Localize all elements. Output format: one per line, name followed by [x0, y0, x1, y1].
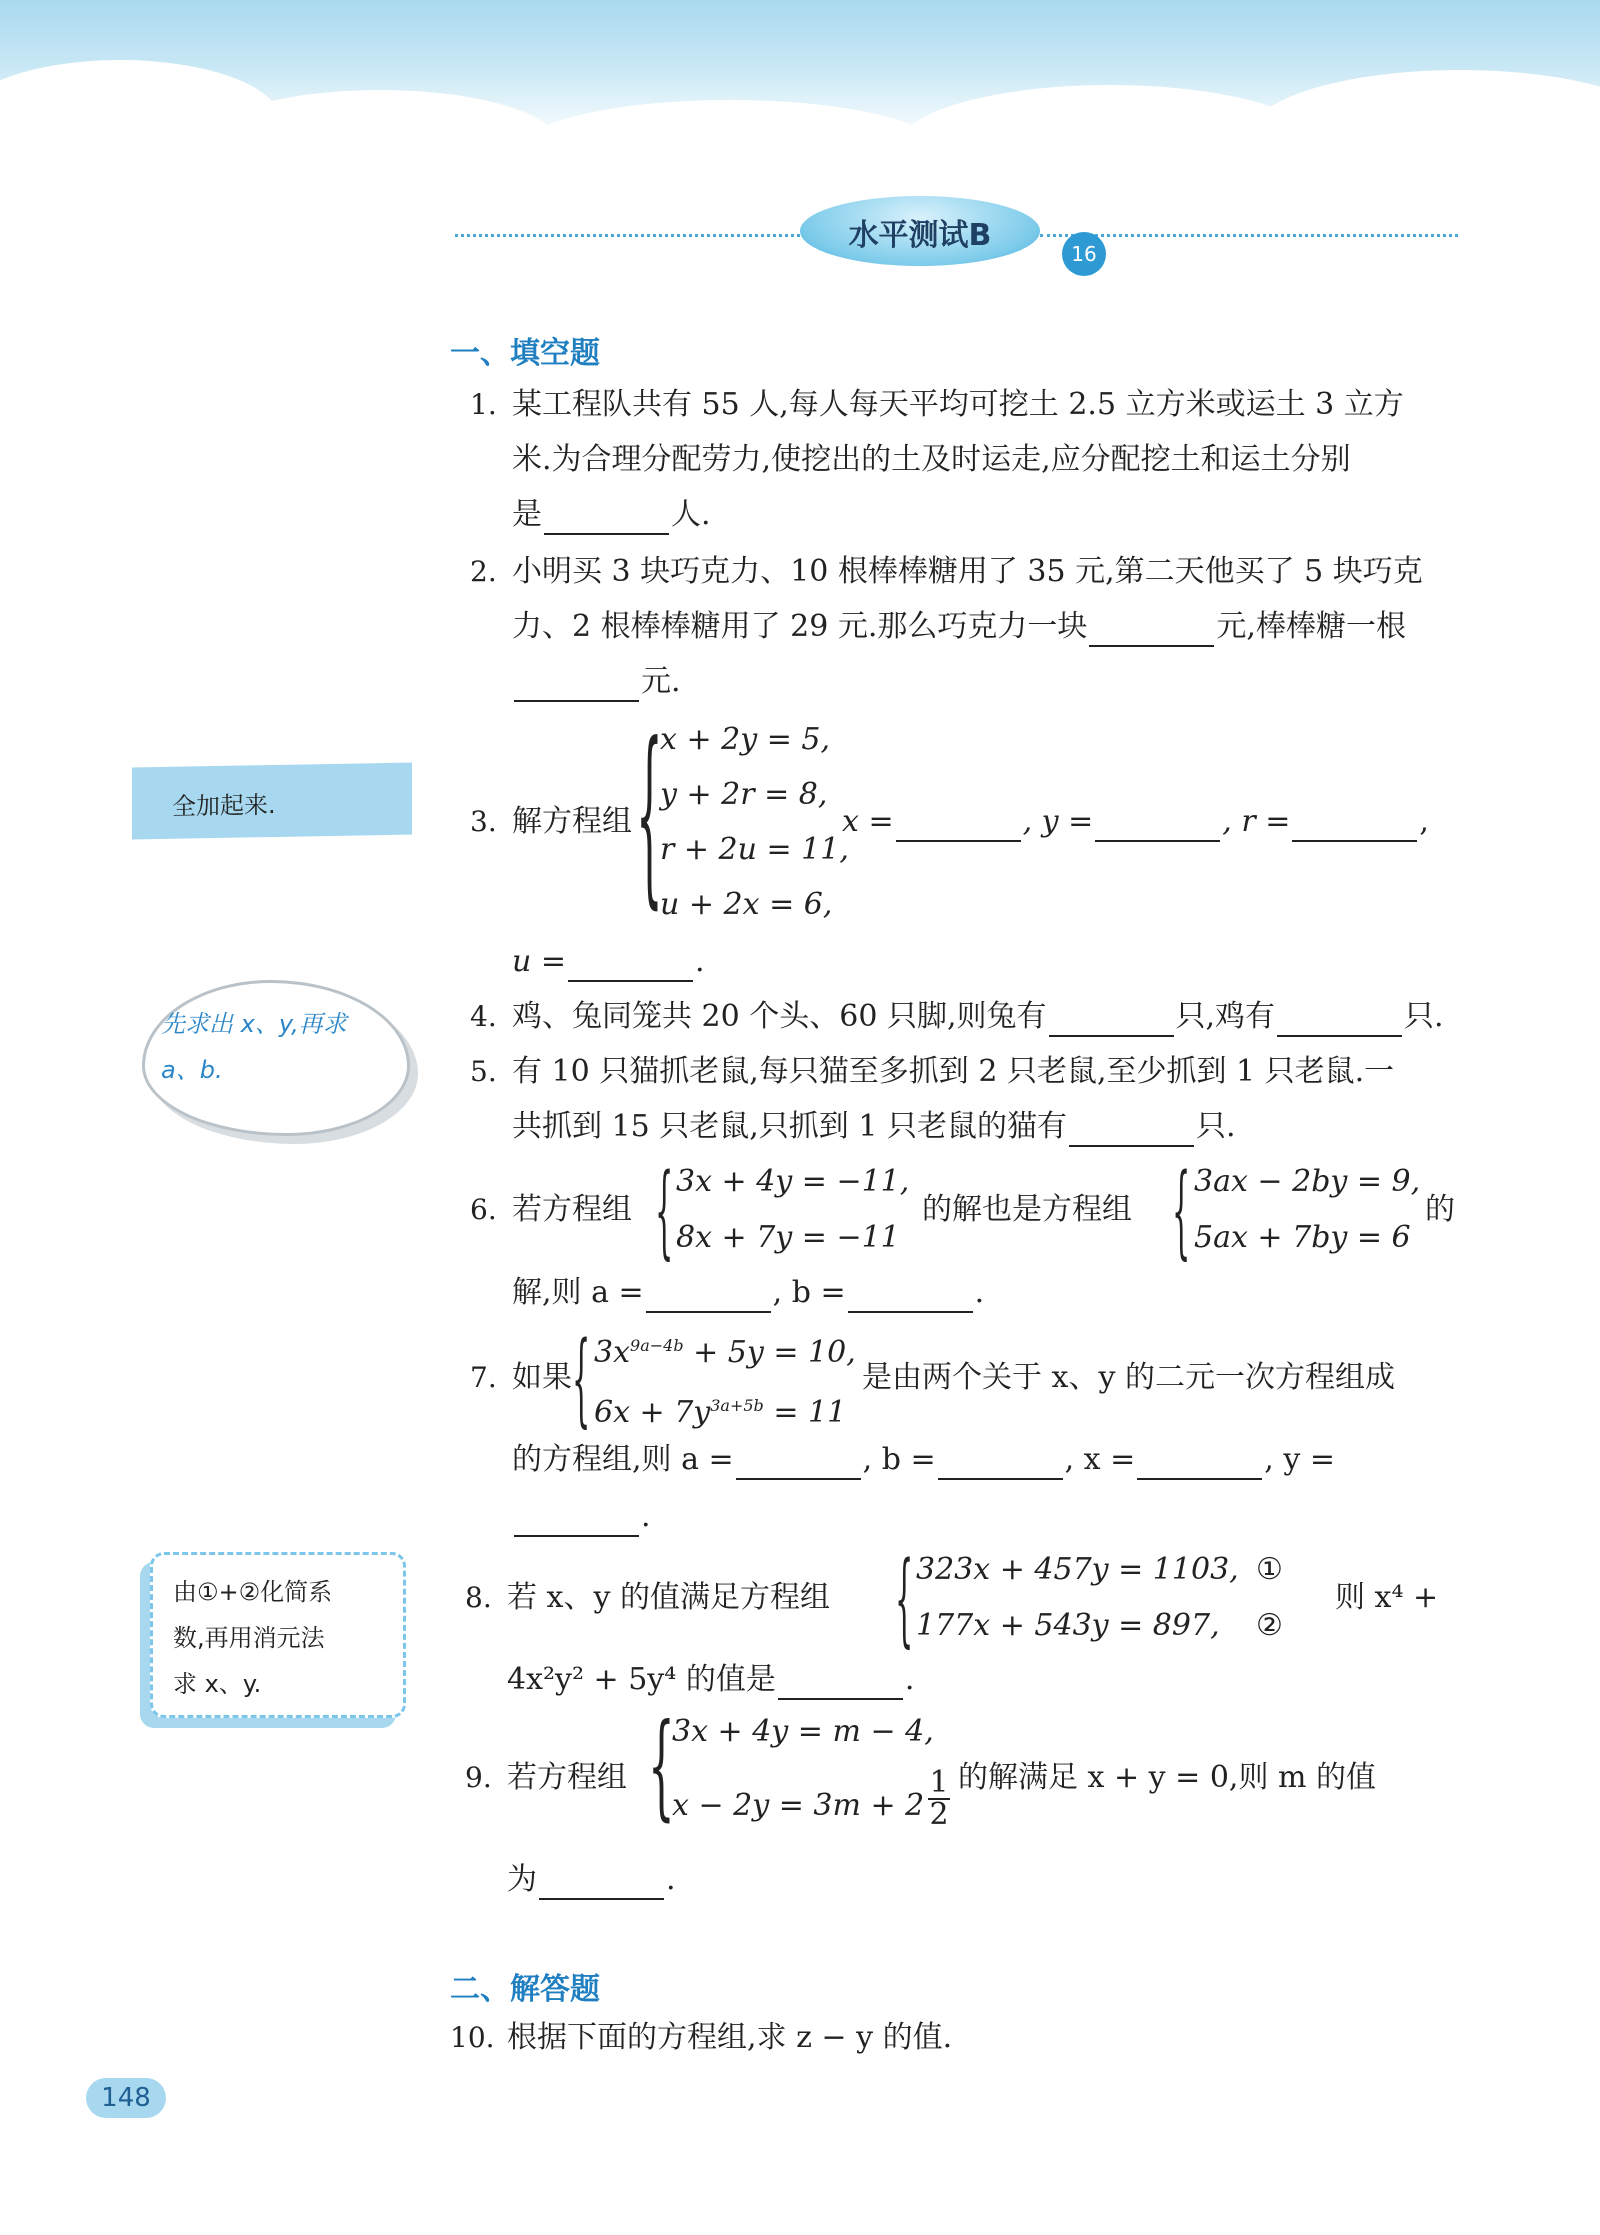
question-number: 1.	[470, 388, 497, 421]
answer-blank[interactable]	[736, 1448, 861, 1480]
cloud-shape	[520, 100, 940, 200]
q3-lead: 解方程组	[512, 804, 632, 839]
q1-line-2: 米.为合理分配劳力,使挖出的土及时运走,应分配挖土和运土分别	[512, 442, 1351, 477]
cloud-shape	[200, 90, 560, 200]
answer-blank[interactable]	[938, 1448, 1063, 1480]
q9-frac-den: 2	[929, 1797, 949, 1832]
cloud-shape	[1250, 70, 1600, 200]
q2-text: 元.	[641, 664, 681, 699]
q7-text: .	[641, 1499, 651, 1534]
q9-eq-2: x − 2y = 3m + 2	[672, 1788, 925, 1823]
q7-lead: 如果	[512, 1360, 572, 1395]
q8-eq-1: 323x + 457y = 1103,	[916, 1552, 1239, 1587]
note-add-all: 全加起来.	[172, 790, 276, 821]
header-dotted-line-right	[1040, 234, 1458, 237]
q3-dot: .	[695, 944, 705, 979]
brace-icon: {	[636, 704, 663, 927]
answer-blank[interactable]	[1277, 1005, 1402, 1037]
answer-blank[interactable]	[1292, 810, 1417, 842]
q5-text: 只.	[1195, 1109, 1236, 1144]
q3-eq-2: y + 2r = 8,	[660, 777, 828, 812]
answer-blank[interactable]	[568, 950, 693, 982]
q7-eq-1	[594, 1326, 856, 1373]
section-heading-answer: 二、解答题	[450, 1972, 600, 2007]
brace-icon: {	[572, 1319, 591, 1438]
question-number: 5.	[470, 1055, 497, 1088]
q7-line-2	[512, 1440, 1335, 1480]
question-number: 4.	[470, 1000, 497, 1033]
q3-end: ,	[1419, 804, 1429, 839]
page-number: 148	[86, 2078, 166, 2118]
note-line: a、b.	[161, 1056, 223, 1084]
q3-y-label: , y =	[1022, 804, 1094, 839]
answer-blank[interactable]	[1137, 1448, 1262, 1480]
question-number: 10.	[450, 2021, 495, 2054]
note-line: 数,再用消元法	[173, 1624, 325, 1652]
q8-tail: 则 x⁴ +	[1335, 1580, 1439, 1615]
q8-mark-1: ①	[1256, 1552, 1283, 1587]
q6-tail: 的	[1425, 1192, 1455, 1227]
section-title: 水平测试B	[848, 218, 992, 253]
question-number: 2.	[470, 555, 497, 588]
brace-icon: {	[655, 1151, 674, 1270]
q8-text: 4x²y² + 5y⁴ 的值是	[507, 1662, 776, 1697]
q7-line-3	[512, 1497, 651, 1537]
q7-text: , x =	[1064, 1442, 1136, 1477]
header-dotted-line-left	[455, 234, 800, 237]
q1-line-3	[512, 495, 711, 535]
section-heading-fill-in: 一、填空题	[450, 336, 600, 371]
q6-text: , b =	[772, 1275, 846, 1310]
q9-eq-1: 3x + 4y = m − 4,	[672, 1714, 934, 1749]
q4-text: 只.	[1404, 999, 1444, 1034]
q7-text: , b =	[862, 1442, 936, 1477]
q2-line-3	[512, 662, 681, 702]
q8-line-2	[507, 1660, 914, 1700]
q7-text: , y =	[1264, 1442, 1335, 1477]
q9-lead: 若方程组	[507, 1760, 627, 1795]
q8-lead: 若 x、y 的值满足方程组	[507, 1580, 830, 1615]
q7-eq1-base: 3x	[594, 1335, 631, 1370]
q3-eq-4: u + 2x = 6,	[660, 887, 833, 922]
answer-blank[interactable]	[778, 1668, 903, 1700]
note-line: 求 x、y.	[173, 1670, 262, 1698]
q9-frac-num: 1	[929, 1765, 949, 1800]
q4-text: 只,鸡有	[1175, 999, 1276, 1034]
q8-mark-2: ②	[1256, 1608, 1283, 1643]
brace-icon: {	[1172, 1151, 1191, 1270]
answer-blank[interactable]	[514, 1505, 639, 1537]
side-note-cloud	[142, 980, 410, 1136]
brace-icon: {	[895, 1539, 914, 1658]
q8-eq-2: 177x + 543y = 897,	[916, 1608, 1220, 1643]
q2-text: 力、2 根棒棒糖用了 29 元.那么巧克力一块	[512, 609, 1088, 644]
q9-text: .	[666, 1862, 676, 1897]
question-number: 6.	[470, 1193, 497, 1226]
note-solve-first	[161, 1001, 347, 1093]
q3-u-line	[512, 942, 705, 982]
answer-blank[interactable]	[1069, 1115, 1194, 1147]
q6-mid: 的解也是方程组	[922, 1192, 1132, 1227]
q7-eq2-exp: 3a+5b	[710, 1396, 764, 1415]
q7-eq1-rest: + 5y = 10,	[683, 1335, 856, 1370]
q5-text: 共抓到 15 只老鼠,只抓到 1 只老鼠的猫有	[512, 1109, 1067, 1144]
question-number: 3.	[470, 805, 497, 838]
q6-eq-1: 3x + 4y = −11,	[676, 1164, 910, 1199]
q1-text: 是	[512, 497, 542, 532]
q4-text: 鸡、兔同笼共 20 个头、60 只脚,则兔有	[512, 999, 1047, 1034]
answer-blank[interactable]	[544, 503, 669, 535]
q2-text: 元,棒棒糖一根	[1216, 609, 1406, 644]
q7-eq2-rest: = 11	[763, 1395, 847, 1430]
unit-number-badge: 16	[1062, 232, 1106, 276]
side-note-tag	[132, 763, 412, 840]
note-line: 由①+②化简系	[173, 1578, 333, 1606]
q9-fraction	[928, 1765, 950, 1832]
q6-eq-2: 8x + 7y = −11	[676, 1220, 900, 1255]
q6-text: 解,则 a =	[512, 1275, 644, 1310]
note-simplify	[173, 1569, 332, 1707]
answer-blank[interactable]	[1089, 615, 1214, 647]
answer-blank[interactable]	[514, 670, 639, 702]
question-number: 8.	[465, 1581, 492, 1614]
answer-blank[interactable]	[539, 1868, 664, 1900]
q6-eq-4: 5ax + 7by = 6	[1194, 1220, 1411, 1255]
q3-eq-1: x + 2y = 5,	[660, 722, 830, 757]
q6-line-2	[512, 1273, 984, 1313]
q2-line-2	[512, 607, 1406, 647]
q5-line-2	[512, 1107, 1236, 1147]
q6-eq-3: 3ax − 2by = 9,	[1194, 1164, 1421, 1199]
q3-x-label: x =	[842, 804, 894, 839]
brace-icon: {	[648, 1700, 675, 1833]
question-number: 7.	[470, 1361, 497, 1394]
answer-blank[interactable]	[848, 1281, 973, 1313]
q8-text: .	[904, 1662, 915, 1697]
q5-line-1: 有 10 只猫抓老鼠,每只猫至多抓到 2 只老鼠,至少抓到 1 只老鼠.一	[512, 1054, 1395, 1089]
note-line: 先求出 x、y,再求	[161, 1010, 347, 1038]
q6-text: .	[974, 1275, 985, 1310]
q3-u-label: u =	[512, 944, 566, 979]
q1-line-1: 某工程队共有 55 人,每人每天平均可挖土 2.5 立方米或运土 3 立方	[512, 387, 1404, 422]
question-number: 9.	[465, 1761, 492, 1794]
q9-text: 为	[507, 1862, 537, 1897]
q7-eq1-exp: 9a−4b	[630, 1336, 684, 1355]
answer-blank[interactable]	[646, 1281, 771, 1313]
q6-lead: 若方程组	[512, 1192, 632, 1227]
q4-line	[512, 997, 1444, 1037]
q9-tail: 的解满足 x + y = 0,则 m 的值	[958, 1760, 1376, 1795]
q1-text: 人.	[671, 497, 711, 532]
section-badge	[800, 196, 1040, 274]
q3-answers	[842, 802, 1429, 842]
q7-eq2-base: 6x + 7y	[594, 1395, 711, 1430]
q3-eq-3: r + 2u = 11,	[660, 832, 849, 867]
side-note-dashed	[150, 1552, 406, 1718]
q3-r-label: , r =	[1222, 804, 1291, 839]
q7-eq-2	[594, 1386, 846, 1433]
q10-text: 根据下面的方程组,求 z − y 的值.	[507, 2020, 953, 2055]
sky-header-decoration	[0, 0, 1600, 150]
answer-blank[interactable]	[1049, 1005, 1174, 1037]
answer-blank[interactable]	[1095, 810, 1220, 842]
q7-tail: 是由两个关于 x、y 的二元一次方程组成	[862, 1360, 1395, 1395]
q7-text: 的方程组,则 a =	[512, 1442, 734, 1477]
q9-line-2	[507, 1860, 676, 1900]
answer-blank[interactable]	[896, 810, 1021, 842]
q2-line-1: 小明买 3 块巧克力、10 根棒棒糖用了 35 元,第二天他买了 5 块巧克	[512, 554, 1423, 589]
